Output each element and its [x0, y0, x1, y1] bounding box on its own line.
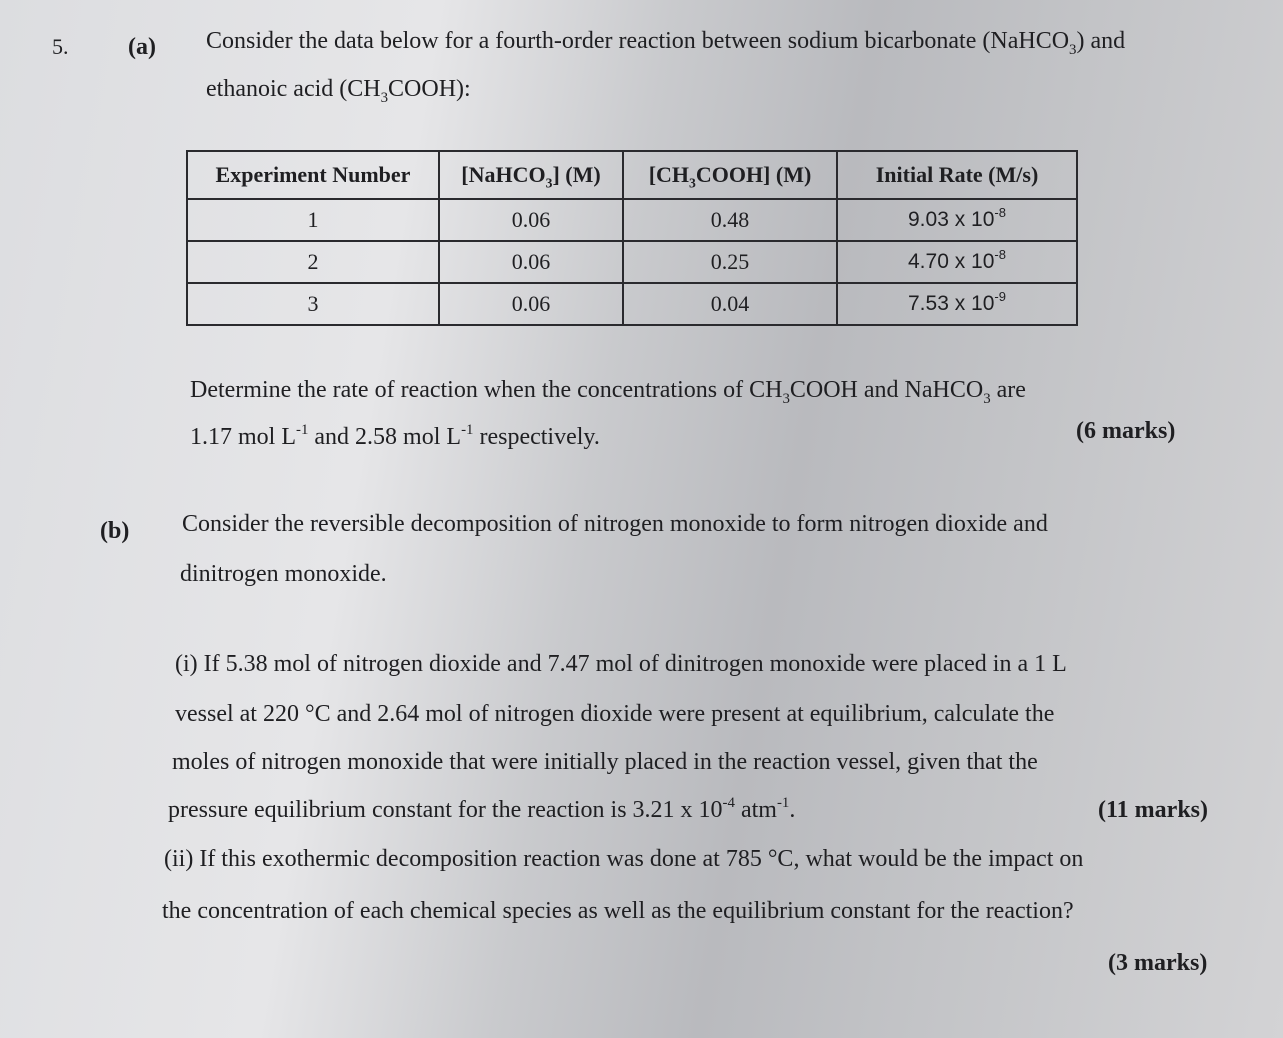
rate-data-table [186, 150, 1078, 326]
part-b-intro-line2: dinitrogen monoxide. [180, 561, 387, 587]
part-b-i-line1: (i) If 5.38 mol of nitrogen dioxide and 7.47 mol of dinitrogen monoxide were placed in a 1 L [175, 651, 1067, 677]
part-b-i-line4: pressure equilibrium constant for the reaction is 3.21 x $10^{-4}$ atm$^{-1}$. [168, 794, 796, 823]
cell-experiment: 1 [187, 199, 439, 241]
cell-ch3cooh: 0.04 [623, 283, 837, 325]
part-a-task-line2: 1.17 mol $L^{-1}$ and 2.58 mol $L^{-1}$ respectively. [190, 421, 600, 450]
cell-initial-rate: 7.53 x $10^{-9}$ [837, 283, 1077, 325]
header-nahco3: [NaHCO$_3$] (M) [439, 151, 623, 199]
header-ch3cooh: $[CH_3COOH]$ (M) [623, 151, 837, 199]
cell-nahco3: 0.06 [439, 241, 623, 283]
cell-initial-rate: 9.03 x $10^{-8}$ [837, 199, 1077, 241]
part-b-ii-line1: (ii) If this exothermic decomposition reaction was done at 785 °C, what would be the impact on [164, 846, 1084, 872]
cell-ch3cooh: 0.48 [623, 199, 837, 241]
table-row [187, 283, 1077, 325]
header-experiment-number: Experiment Number [187, 151, 439, 199]
table-row [187, 199, 1077, 241]
part-a-marks: (6 marks) [1076, 418, 1176, 444]
table-row [187, 241, 1077, 283]
header-initial-rate: Initial Rate (M/s) [837, 151, 1077, 199]
part-a-intro-line1: Consider the data below for a fourth-order reaction between sodium bicarbonate (NaHCO$_3$) and [206, 28, 1126, 58]
part-b-i-line3: moles of nitrogen monoxide that were initially placed in the reaction vessel, given that the [172, 749, 1038, 775]
part-b-ii-line2: the concentration of each chemical species as well as the equilibrium constant for the reaction? [162, 898, 1074, 924]
cell-experiment: 3 [187, 283, 439, 325]
part-b-i-line2: vessel at 220 °C and 2.64 mol of nitrogen dioxide were present at equilibrium, calculate the [175, 701, 1055, 727]
part-a-intro-line2: ethanoic acid $(CH_3COOH)$: [206, 76, 471, 106]
part-b-label: (b) [100, 518, 130, 544]
cell-initial-rate: 4.70 x $10^{-8}$ [837, 241, 1077, 283]
question-number: 5. [52, 34, 69, 59]
part-a-task-line1: Determine the rate of reaction when the concentrations of $CH_3COOH$ and NaHCO$_3$ are [190, 377, 1026, 407]
cell-experiment: 2 [187, 241, 439, 283]
cell-nahco3: 0.06 [439, 283, 623, 325]
part-a-label: (a) [128, 34, 156, 60]
part-b-i-marks: (11 marks) [1098, 797, 1208, 823]
part-b-intro-line1: Consider the reversible decomposition of nitrogen monoxide to form nitrogen dioxide and [182, 511, 1048, 537]
cell-ch3cooh: 0.25 [623, 241, 837, 283]
cell-nahco3: 0.06 [439, 199, 623, 241]
part-b-ii-marks: (3 marks) [1108, 950, 1208, 976]
